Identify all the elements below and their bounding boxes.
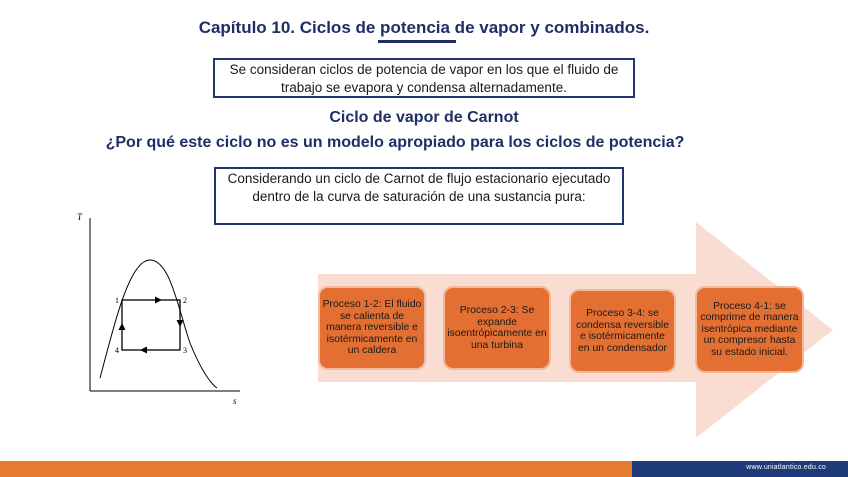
point-4-label: 4	[115, 346, 119, 355]
process-3-4-box	[569, 289, 676, 373]
intro-text-box: Se consideran ciclos de potencia de vapor en los que el fluido de trabajo se evapora y condensa alternadamente.	[213, 58, 635, 98]
process-2-3-label: Proceso 2-3: Se expande isoentrópicamente en una turbina	[447, 305, 547, 351]
point-1-label: 1	[115, 296, 119, 305]
process-4-1-box	[695, 286, 804, 373]
section-question: ¿Por qué este ciclo no es un modelo apropiado para los ciclos de potencia?	[105, 134, 685, 151]
arrow-3-4	[140, 347, 147, 354]
footer-orange-bar	[0, 461, 632, 477]
arrow-1-2	[155, 297, 162, 304]
cycle-rectangle	[122, 300, 180, 350]
ts-diagram	[70, 208, 250, 408]
context-text-box: Considerando un ciclo de Carnot de flujo estacionario ejecutado dentro de la curva de saturación de una sustancia pura:	[214, 167, 624, 225]
slide-title: Capítulo 10. Ciclos de potencia de vapor y combinados.	[198, 18, 650, 37]
process-1-2-label: Proceso 1-2: El fluido se calienta de manera reversible e isotérmicamente en un caldera	[322, 299, 422, 357]
saturation-curve	[100, 260, 217, 388]
point-3-label: 3	[183, 346, 187, 355]
x-axis-label: s	[233, 396, 237, 406]
title-underline	[378, 40, 456, 43]
process-3-4-label: Proceso 3-4: se condensa reversible e isotérmicamente en un condensador	[576, 308, 669, 354]
y-axis-label: T	[77, 212, 83, 222]
section-title: Ciclo de vapor de Carnot	[329, 109, 519, 126]
process-4-1-label: Proceso 4-1: se comprime de manera isentrópica mediante un compresor hasta su estado inicial.	[700, 300, 799, 358]
point-2-label: 2	[183, 296, 187, 305]
process-2-3-box	[443, 286, 551, 370]
footer-website-link[interactable]: www.uniatlantico.edu.co	[746, 464, 826, 471]
process-1-2-box	[318, 286, 426, 370]
arrow-2-3	[177, 320, 184, 327]
arrow-4-1	[119, 323, 126, 330]
